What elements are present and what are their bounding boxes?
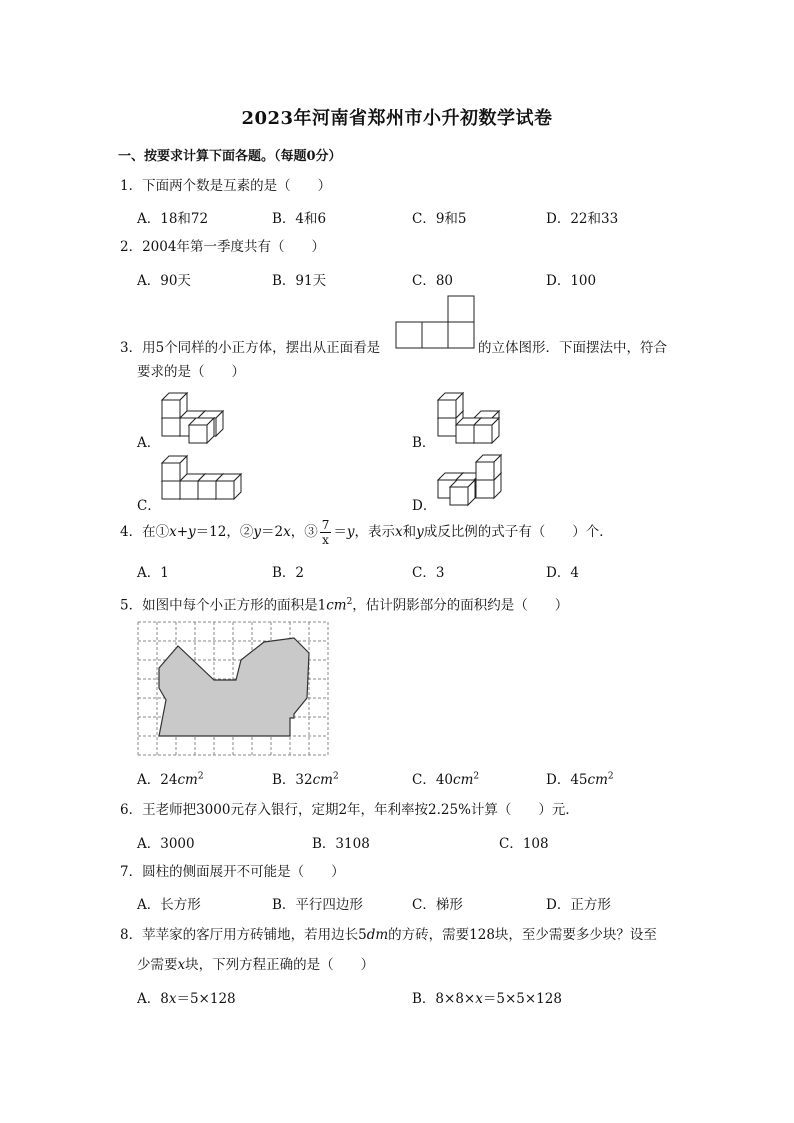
shaded-region <box>159 638 309 736</box>
q7-option-a: A．长方形 <box>137 897 201 913</box>
area-grid-figure <box>136 620 332 760</box>
q1-option-a: A．18和72 <box>137 211 209 227</box>
q4-option-d: D．4 <box>546 565 579 581</box>
q5-option-d: D．$45cm^2$ <box>546 771 614 788</box>
question-2-stem: 2．2004年第一季度共有（ ） <box>120 239 325 255</box>
q6-option-b: B．3108 <box>312 836 370 852</box>
question-7-stem: 7．圆柱的侧面展开不可能是（ ） <box>120 864 345 880</box>
q6-option-a: A．3000 <box>137 836 195 852</box>
q3-cube-figure-b <box>434 384 518 446</box>
q3-option-d: D． <box>412 498 437 514</box>
q2-option-a: A．90天 <box>137 273 191 289</box>
question-4-stem: 4．在①x+y＝12，②y＝2x，③ $\frac{7}{x}$ ＝y，表示x和y成反比例的式子有（ ）个． <box>120 518 613 547</box>
question-8-line-2: 少需要x块，下列方程正确的是（ ） <box>137 957 375 973</box>
question-3-stem-a: 3．用5个同样的小正方体，摆出从正面看是 <box>120 340 381 356</box>
q4-option-a: A．1 <box>137 565 169 581</box>
q3-option-a: A． <box>137 435 161 451</box>
q5-option-c: C．$40cm^2$ <box>412 771 480 788</box>
page-title: 2023年河南省郑州市小升初数学试卷 <box>241 108 553 129</box>
q2-option-c: C．80 <box>412 273 454 289</box>
q4-option-b: B．2 <box>272 565 305 581</box>
q5-option-b: B．$32cm^2$ <box>272 771 339 788</box>
q3-option-b: B． <box>412 435 436 451</box>
q3-option-c: C． <box>137 498 161 514</box>
question-3-stem-b: 的立体图形．下面摆法中，符合 <box>478 340 667 356</box>
question-6-stem: 6．王老师把3000元存入银行，定期2年，年利率按2.25%计算（ ）元． <box>120 802 579 818</box>
q1-option-b: B．4和6 <box>272 211 327 227</box>
question-3-stem-c: 要求的是（ ） <box>137 364 245 380</box>
question-8-line-1: 8．苹苹家的客厅用方砖铺地，若用边长5dm的方砖，需要128块，至少需要多少块？设至 <box>120 927 657 943</box>
question-5-stem: 5．如图中每个小正方形的面积是$1cm^2$，估计阴影部分的面积约是（ ） <box>120 597 569 614</box>
front-view-figure <box>395 295 477 351</box>
q3-cube-figure-d <box>434 446 518 508</box>
q2-option-b: B．91天 <box>272 273 327 289</box>
q8-option-a: A．8x＝5×128 <box>137 991 236 1007</box>
q3-cube-figure-a <box>158 384 242 446</box>
q4-option-c: C．3 <box>412 565 445 581</box>
q7-option-d: D．正方形 <box>546 897 611 913</box>
question-1-stem: 1．下面两个数是互素的是（ ） <box>120 178 332 194</box>
q1-option-c: C．9和5 <box>412 211 467 227</box>
q1-option-d: D．22和33 <box>546 211 619 227</box>
q6-option-c: C．108 <box>499 836 549 852</box>
q2-option-d: D．100 <box>546 273 597 289</box>
q3-cube-figure-c <box>158 453 248 507</box>
q8-option-b: B．8×8×x＝5×5×128 <box>412 991 562 1007</box>
q7-option-c: C．梯形 <box>412 897 463 913</box>
q5-option-a: A．$24cm^2$ <box>137 771 204 788</box>
q7-option-b: B．平行四边形 <box>272 897 363 913</box>
fraction-7-over-x: $\frac{7}{x}$ <box>321 518 330 547</box>
section-heading: 一、按要求计算下面各题。（每题0分） <box>118 149 342 164</box>
